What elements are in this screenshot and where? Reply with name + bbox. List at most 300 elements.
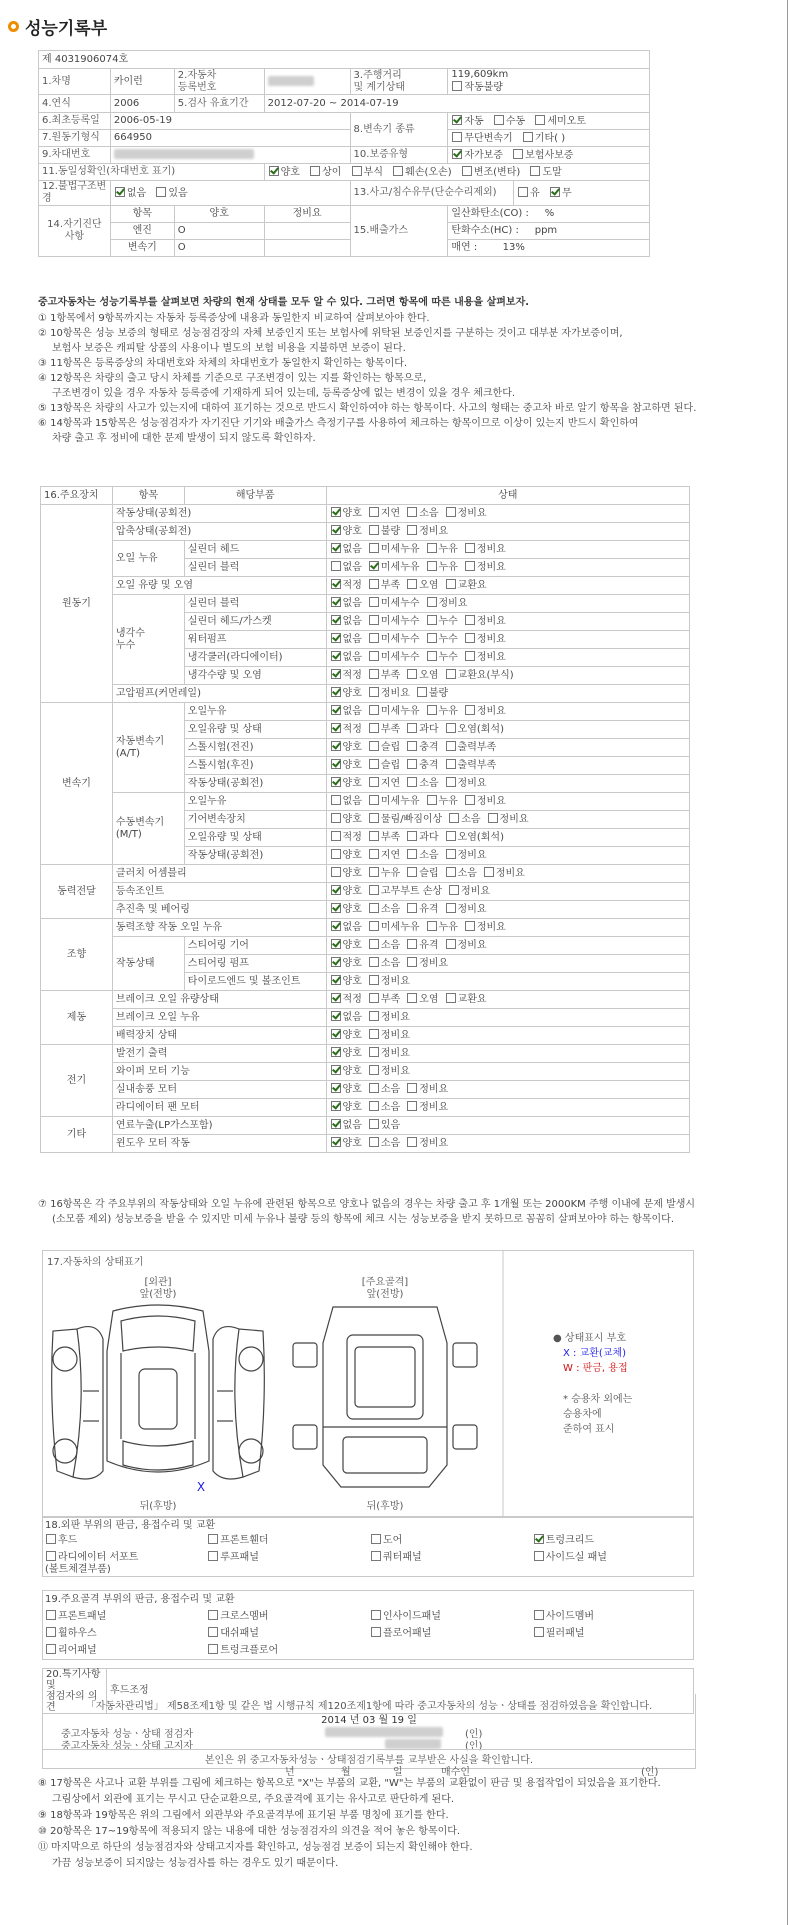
checkbox-icon[interactable] [331,993,341,1003]
status-option[interactable] [368,1011,410,1024]
status-option[interactable] [330,687,362,700]
checkbox-icon[interactable] [331,1083,341,1093]
checkbox-icon[interactable] [269,166,279,176]
checkbox-icon[interactable] [369,849,379,859]
checkbox-icon[interactable] [407,777,417,787]
checkbox-icon[interactable] [494,115,504,125]
status-option[interactable] [368,1137,400,1150]
status-option[interactable] [464,921,506,934]
status-option[interactable] [406,579,438,592]
status-option[interactable] [368,975,410,988]
status-option[interactable] [330,633,362,646]
status-option[interactable] [368,993,400,1006]
checkbox-icon[interactable] [46,1610,56,1620]
frame-option[interactable] [370,1610,441,1623]
status-option[interactable] [368,903,400,916]
checkbox-icon[interactable] [331,543,341,553]
identity-good[interactable] [268,166,300,179]
checkbox-icon[interactable] [331,741,341,751]
checkbox-icon[interactable] [407,723,417,733]
checkbox-icon[interactable] [369,669,379,679]
checkbox-icon[interactable] [46,1627,56,1637]
checkbox-icon[interactable] [452,81,462,91]
status-option[interactable] [330,795,362,808]
checkbox-icon[interactable] [331,597,341,607]
status-option[interactable] [368,543,420,556]
trans-auto[interactable] [451,115,483,128]
checkbox-icon[interactable] [369,939,379,949]
status-option[interactable] [406,1101,448,1114]
status-option[interactable] [330,975,362,988]
status-option[interactable] [426,651,458,664]
status-option[interactable] [368,741,400,754]
status-option[interactable] [330,525,362,538]
frame-option[interactable] [207,1644,278,1657]
checkbox-icon[interactable] [369,525,379,535]
status-option[interactable] [406,741,438,754]
status-option[interactable] [445,741,497,754]
checkbox-icon[interactable] [208,1627,218,1637]
status-option[interactable] [368,1065,410,1078]
trans-manual[interactable] [493,115,525,128]
status-option[interactable] [330,507,362,520]
status-option[interactable] [368,1047,410,1060]
status-option[interactable] [368,1119,400,1132]
checkbox-icon[interactable] [369,1119,379,1129]
checkbox-icon[interactable] [208,1644,218,1654]
status-option[interactable] [330,561,362,574]
status-option[interactable] [330,1137,362,1150]
status-option[interactable] [445,723,504,736]
identity-painted[interactable] [529,166,561,179]
status-option[interactable] [330,813,362,826]
checkbox-icon[interactable] [427,795,437,805]
status-option[interactable] [406,849,438,862]
checkbox-icon[interactable] [208,1610,218,1620]
checkbox-icon[interactable] [407,1083,417,1093]
checkbox-icon[interactable] [452,149,462,159]
status-option[interactable] [330,993,362,1006]
status-option[interactable] [416,687,448,700]
status-option[interactable] [368,759,400,772]
identity-rust[interactable] [351,166,383,179]
checkbox-icon[interactable] [331,687,341,697]
checkbox-icon[interactable] [427,705,437,715]
checkbox-icon[interactable] [369,1083,379,1093]
status-option[interactable] [330,885,362,898]
checkbox-icon[interactable] [369,507,379,517]
status-option[interactable] [330,1119,362,1132]
checkbox-icon[interactable] [331,921,341,931]
status-option[interactable] [368,579,400,592]
status-option[interactable] [406,867,438,880]
status-option[interactable] [426,561,458,574]
checkbox-icon[interactable] [427,597,437,607]
checkbox-icon[interactable] [446,759,456,769]
status-option[interactable] [368,1083,400,1096]
status-option[interactable] [426,615,458,628]
status-option[interactable] [330,651,362,664]
status-option[interactable] [368,795,420,808]
status-option[interactable] [368,525,400,538]
checkbox-icon[interactable] [331,579,341,589]
checkbox-icon[interactable] [331,525,341,535]
status-option[interactable] [368,813,442,826]
checkbox-icon[interactable] [484,867,494,877]
checkbox-icon[interactable] [407,741,417,751]
status-option[interactable] [406,903,438,916]
checkbox-icon[interactable] [331,507,341,517]
status-option[interactable] [368,561,420,574]
status-option[interactable] [448,885,490,898]
status-option[interactable] [368,687,410,700]
status-option[interactable] [330,1047,362,1060]
status-option[interactable] [464,633,506,646]
checkbox-icon[interactable] [407,831,417,841]
status-option[interactable] [330,543,362,556]
checkbox-icon[interactable] [331,651,341,661]
frame-option[interactable] [45,1644,97,1657]
checkbox-icon[interactable] [407,525,417,535]
checkbox-icon[interactable] [407,939,417,949]
status-option[interactable] [426,543,458,556]
checkbox-icon[interactable] [331,705,341,715]
meter-fault-option[interactable] [451,81,503,94]
checkbox-icon[interactable] [407,993,417,1003]
checkbox-icon[interactable] [427,561,437,571]
checkbox-icon[interactable] [513,149,523,159]
checkbox-icon[interactable] [369,957,379,967]
checkbox-icon[interactable] [446,831,456,841]
checkbox-icon[interactable] [331,1047,341,1057]
status-option[interactable] [406,669,438,682]
checkbox-icon[interactable] [407,507,417,517]
status-option[interactable] [330,1029,362,1042]
status-option[interactable] [330,1011,362,1024]
status-option[interactable] [330,831,362,844]
status-option[interactable] [330,723,362,736]
status-option[interactable] [368,615,420,628]
checkbox-icon[interactable] [331,561,341,571]
checkbox-icon[interactable] [331,1119,341,1129]
status-option[interactable] [330,1101,362,1114]
checkbox-icon[interactable] [369,687,379,697]
warranty-self[interactable] [451,149,503,162]
checkbox-icon[interactable] [465,543,475,553]
checkbox-icon[interactable] [331,615,341,625]
checkbox-icon[interactable] [446,579,456,589]
checkbox-icon[interactable] [407,759,417,769]
trans-cvt[interactable] [451,132,512,145]
checkbox-icon[interactable] [534,1534,544,1544]
status-option[interactable] [406,777,438,790]
status-option[interactable] [368,831,400,844]
checkbox-icon[interactable] [331,1011,341,1021]
checkbox-icon[interactable] [407,1101,417,1111]
checkbox-icon[interactable] [331,633,341,643]
checkbox-icon[interactable] [446,849,456,859]
checkbox-icon[interactable] [369,921,379,931]
panel-option[interactable] [207,1534,268,1547]
status-option[interactable] [426,597,468,610]
checkbox-icon[interactable] [369,885,379,895]
checkbox-icon[interactable] [371,1627,381,1637]
checkbox-icon[interactable] [369,543,379,553]
checkbox-icon[interactable] [369,1047,379,1057]
checkbox-icon[interactable] [331,777,341,787]
status-option[interactable] [368,705,420,718]
checkbox-icon[interactable] [46,1644,56,1654]
frame-option[interactable] [533,1627,585,1640]
checkbox-icon[interactable] [310,166,320,176]
status-option[interactable] [406,507,438,520]
panel-option[interactable] [370,1534,402,1547]
checkbox-icon[interactable] [427,633,437,643]
status-option[interactable] [445,579,487,592]
identity-altered[interactable] [461,166,520,179]
illegal-none[interactable] [114,187,146,200]
status-option[interactable] [445,831,504,844]
status-option[interactable] [330,921,362,934]
checkbox-icon[interactable] [446,903,456,913]
status-option[interactable] [368,723,400,736]
status-option[interactable] [368,777,400,790]
status-option[interactable] [330,615,362,628]
checkbox-icon[interactable] [407,579,417,589]
checkbox-icon[interactable] [427,921,437,931]
status-option[interactable] [330,849,362,862]
panel-option[interactable] [533,1534,594,1547]
status-option[interactable] [330,669,362,682]
status-option[interactable] [445,669,514,682]
checkbox-icon[interactable] [369,633,379,643]
accident-yes[interactable] [517,187,540,200]
status-option[interactable] [330,1065,362,1078]
checkbox-icon[interactable] [369,561,379,571]
status-option[interactable] [330,741,362,754]
status-option[interactable] [330,903,362,916]
status-option[interactable] [426,633,458,646]
checkbox-icon[interactable] [331,975,341,985]
checkbox-icon[interactable] [46,1551,56,1561]
checkbox-icon[interactable] [446,723,456,733]
checkbox-icon[interactable] [407,669,417,679]
warranty-insurer[interactable] [512,149,573,162]
status-option[interactable] [406,1083,448,1096]
checkbox-icon[interactable] [534,1627,544,1637]
checkbox-icon[interactable] [369,615,379,625]
status-option[interactable] [330,1083,362,1096]
status-option[interactable] [330,597,362,610]
checkbox-icon[interactable] [465,651,475,661]
status-option[interactable] [368,867,400,880]
status-option[interactable] [445,939,487,952]
checkbox-icon[interactable] [369,777,379,787]
status-option[interactable] [368,849,400,862]
checkbox-icon[interactable] [369,1137,379,1147]
status-option[interactable] [445,849,487,862]
checkbox-icon[interactable] [465,615,475,625]
status-option[interactable] [330,579,362,592]
status-option[interactable] [426,705,458,718]
frame-option[interactable] [45,1627,97,1640]
checkbox-icon[interactable] [369,795,379,805]
checkbox-icon[interactable] [331,867,341,877]
checkbox-icon[interactable] [417,687,427,697]
checkbox-icon[interactable] [369,993,379,1003]
checkbox-icon[interactable] [369,813,379,823]
status-option[interactable] [368,633,420,646]
checkbox-icon[interactable] [465,561,475,571]
status-option[interactable] [368,921,420,934]
status-option[interactable] [406,525,448,538]
checkbox-icon[interactable] [331,669,341,679]
checkbox-icon[interactable] [446,939,456,949]
status-option[interactable] [483,867,525,880]
status-option[interactable] [368,597,420,610]
status-option[interactable] [445,903,487,916]
checkbox-icon[interactable] [535,115,545,125]
status-option[interactable] [368,939,400,952]
checkbox-icon[interactable] [449,885,459,895]
status-option[interactable] [330,759,362,772]
status-option[interactable] [406,957,448,970]
checkbox-icon[interactable] [331,1101,341,1111]
checkbox-icon[interactable] [208,1534,218,1544]
status-option[interactable] [445,993,487,1006]
checkbox-icon[interactable] [352,166,362,176]
checkbox-icon[interactable] [331,759,341,769]
frame-option[interactable] [207,1627,259,1640]
status-option[interactable] [464,543,506,556]
status-option[interactable] [464,561,506,574]
panel-option[interactable] [207,1551,259,1564]
trans-semi[interactable] [534,115,586,128]
frame-option[interactable] [533,1610,594,1623]
checkbox-icon[interactable] [156,187,166,197]
checkbox-icon[interactable] [331,1137,341,1147]
status-option[interactable] [464,705,506,718]
status-option[interactable] [368,669,400,682]
checkbox-icon[interactable] [331,723,341,733]
checkbox-icon[interactable] [462,166,472,176]
checkbox-icon[interactable] [331,795,341,805]
checkbox-icon[interactable] [446,867,456,877]
checkbox-icon[interactable] [369,1011,379,1021]
checkbox-icon[interactable] [550,187,560,197]
checkbox-icon[interactable] [530,166,540,176]
checkbox-icon[interactable] [371,1551,381,1561]
status-option[interactable] [330,867,362,880]
status-option[interactable] [426,795,458,808]
trans-etc[interactable] [522,132,565,145]
status-option[interactable] [464,795,506,808]
checkbox-icon[interactable] [331,939,341,949]
checkbox-icon[interactable] [369,741,379,751]
checkbox-icon[interactable] [369,1065,379,1075]
panel-option[interactable] [533,1551,607,1564]
checkbox-icon[interactable] [534,1551,544,1561]
status-option[interactable] [487,813,529,826]
checkbox-icon[interactable] [369,831,379,841]
checkbox-icon[interactable] [393,166,403,176]
checkbox-icon[interactable] [427,651,437,661]
checkbox-icon[interactable] [369,1101,379,1111]
checkbox-icon[interactable] [115,187,125,197]
status-option[interactable] [330,939,362,952]
checkbox-icon[interactable] [446,507,456,517]
checkbox-icon[interactable] [407,849,417,859]
panel-option[interactable] [45,1534,77,1547]
checkbox-icon[interactable] [446,669,456,679]
checkbox-icon[interactable] [369,1029,379,1039]
checkbox-icon[interactable] [488,813,498,823]
status-option[interactable] [406,939,438,952]
status-option[interactable] [368,651,420,664]
checkbox-icon[interactable] [446,741,456,751]
checkbox-icon[interactable] [534,1610,544,1620]
checkbox-icon[interactable] [369,651,379,661]
checkbox-icon[interactable] [427,543,437,553]
checkbox-icon[interactable] [331,813,341,823]
status-option[interactable] [445,759,497,772]
checkbox-icon[interactable] [371,1610,381,1620]
status-option[interactable] [330,705,362,718]
frame-option[interactable] [207,1610,268,1623]
checkbox-icon[interactable] [369,579,379,589]
checkbox-icon[interactable] [208,1551,218,1561]
status-option[interactable] [464,651,506,664]
checkbox-icon[interactable] [449,813,459,823]
status-option[interactable] [368,507,400,520]
checkbox-icon[interactable] [331,849,341,859]
status-option[interactable] [406,831,438,844]
checkbox-icon[interactable] [46,1534,56,1544]
panel-option[interactable] [370,1551,422,1564]
checkbox-icon[interactable] [369,975,379,985]
checkbox-icon[interactable] [371,1534,381,1544]
frame-option[interactable] [45,1610,106,1623]
status-option[interactable] [464,615,506,628]
checkbox-icon[interactable] [465,705,475,715]
checkbox-icon[interactable] [446,993,456,1003]
checkbox-icon[interactable] [523,132,533,142]
checkbox-icon[interactable] [331,885,341,895]
checkbox-icon[interactable] [452,115,462,125]
checkbox-icon[interactable] [446,777,456,787]
status-option[interactable] [368,957,400,970]
checkbox-icon[interactable] [331,831,341,841]
status-option[interactable] [426,921,458,934]
status-option[interactable] [368,1029,410,1042]
checkbox-icon[interactable] [369,597,379,607]
status-option[interactable] [445,777,487,790]
illegal-yes[interactable] [155,187,187,200]
panel-option[interactable] [45,1551,138,1576]
identity-diff[interactable] [309,166,341,179]
checkbox-icon[interactable] [369,903,379,913]
status-option[interactable] [406,993,438,1006]
status-option[interactable] [406,1137,448,1150]
checkbox-icon[interactable] [407,957,417,967]
checkbox-icon[interactable] [331,903,341,913]
checkbox-icon[interactable] [407,1137,417,1147]
status-option[interactable] [445,507,487,520]
checkbox-icon[interactable] [331,1029,341,1039]
checkbox-icon[interactable] [452,132,462,142]
checkbox-icon[interactable] [465,633,475,643]
checkbox-icon[interactable] [427,615,437,625]
